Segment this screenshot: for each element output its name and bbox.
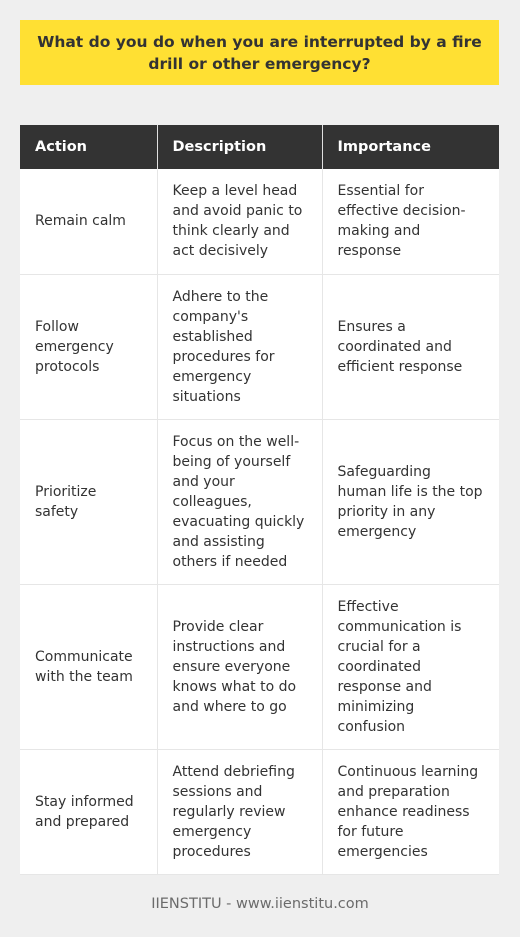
table-row	[20, 584, 499, 749]
table-row	[20, 274, 499, 419]
cell-importance: Continuous learning and preparation enhance readiness for future emergencies	[322, 749, 499, 874]
cell-action: Stay informed and prepared	[20, 749, 157, 874]
cell-importance: Ensures a coordinated and efficient response	[322, 274, 499, 419]
table-row	[20, 419, 499, 584]
table-row	[20, 169, 499, 274]
cell-description: Attend debriefing sessions and regularly review emergency procedures	[157, 749, 322, 874]
cell-importance: Effective communication is crucial for a coordinated response and minimizing confusion	[322, 584, 499, 749]
cell-action: Communicate with the team	[20, 584, 157, 749]
column-header-importance: Importance	[322, 125, 499, 169]
cell-action: Remain calm	[20, 169, 157, 274]
cell-description: Adhere to the company's established procedures for emergency situations	[157, 274, 322, 419]
cell-action: Follow emergency protocols	[20, 274, 157, 419]
column-header-action: Action	[20, 125, 157, 169]
cell-action: Prioritize safety	[20, 419, 157, 584]
column-header-description: Description	[157, 125, 322, 169]
page-title: What do you do when you are interrupted by a fire drill or other emergency?	[37, 32, 482, 73]
cell-description: Keep a level head and avoid panic to think clearly and act decisively	[157, 169, 322, 274]
cell-importance: Essential for effective decision-making and response	[322, 169, 499, 274]
table-header-row	[20, 125, 499, 169]
table-row	[20, 749, 499, 874]
footer-credit: IIENSTITU - www.iienstitu.com	[151, 896, 369, 912]
emergency-actions-table	[20, 125, 499, 875]
cell-description: Focus on the well-being of yourself and your colleagues, evacuating quickly and assisting others if needed	[157, 419, 322, 584]
title-banner	[20, 20, 499, 85]
cell-description: Provide clear instructions and ensure everyone knows what to do and where to go	[157, 584, 322, 749]
cell-importance: Safeguarding human life is the top priority in any emergency	[322, 419, 499, 584]
